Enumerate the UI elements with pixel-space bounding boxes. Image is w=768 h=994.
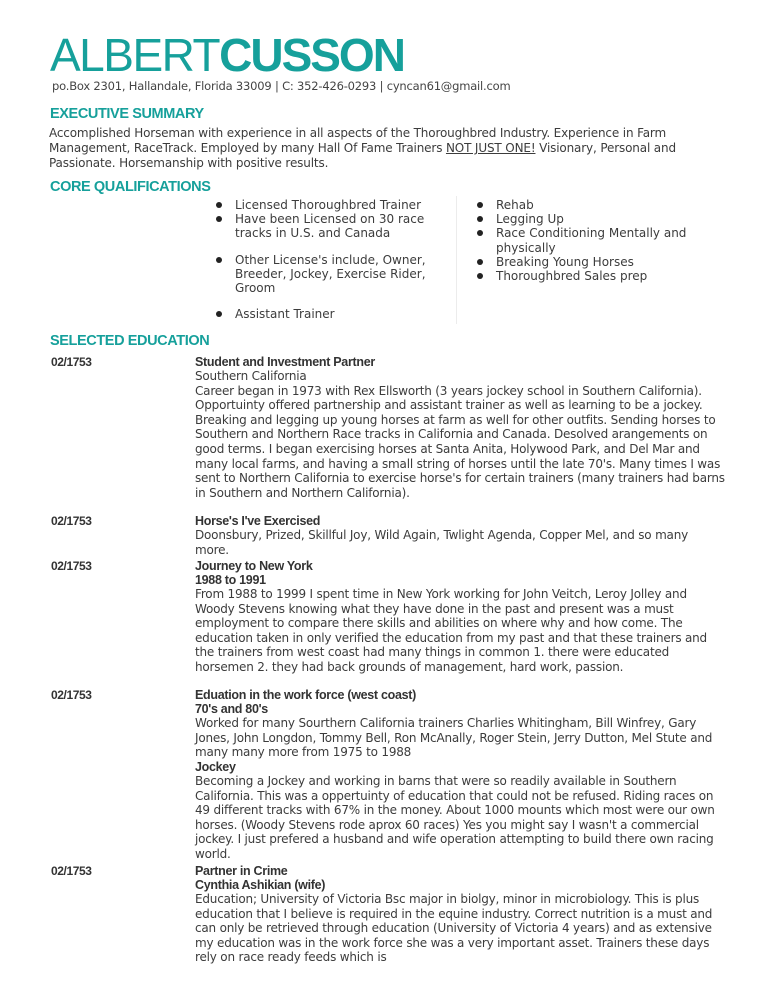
qualification-item: Race Conditioning Mentally and physically: [474, 226, 724, 254]
education-entry: [195, 688, 725, 760]
entry-date: 02/1753: [51, 355, 92, 369]
entry-title: Eduation in the work force (west coast): [195, 688, 416, 702]
column-divider: [456, 196, 457, 324]
entry-date: 02/1753: [51, 864, 92, 878]
entry-subtitle: Cynthia Ashikian (wife): [195, 878, 326, 892]
entry-body: Doonsbury, Prized, Skillful Joy, Wild Again, Twlight Agenda, Copper Mel, and so many more.: [195, 528, 689, 557]
entry-date: 02/1753: [51, 559, 92, 573]
contact-line: po.Box 2301, Hallandale, Florida 33009 | C: 352-426-0293 | cyncan61@gmail.com: [52, 79, 511, 93]
entry-body: Becoming a Jockey and working in barns that were so readily available in Southern California. This was a oppertuinty of education that could not be refused. Riding races on 49 different tracks with 67% in the money. About 1000 mounts which most were our own horses. (Woody Stevens rode aprox 60 races) Yes you might say I wasn't a commercial jockey. I just prefered a husband and wife operation attempting to build there own racing world.: [195, 774, 715, 861]
selected-education-heading: SELECTED EDUCATION: [50, 333, 210, 349]
summary-text-start: Accomplished Horseman with experience in all aspects of the Thoroughbred Industry. Experience in Farm Management, RaceTrack. Employed by many Hall Of Fame Trainers: [49, 126, 667, 156]
qualification-item: Licensed Thoroughbred Trainer: [213, 198, 445, 212]
summary-emphasis: NOT JUST ONE!: [445, 141, 536, 156]
qualification-item: Thoroughbred Sales prep: [474, 269, 724, 283]
core-qualifications-heading: CORE QUALIFICATIONS: [50, 179, 211, 195]
executive-summary-text: [49, 126, 719, 172]
entry-title: Jockey: [195, 760, 236, 774]
entry-title: Student and Investment Partner: [195, 355, 375, 369]
qualification-item: Other License's include, Owner, Breeder, Jockey, Exercise Rider, Groom: [213, 253, 445, 296]
qualification-item: Rehab: [474, 198, 724, 212]
entry-body: Education; University of Victoria Bsc major in biolgy, minor in microbiology. This is plus education that I believe is required in the equine industry. Correct nutrition is a must and can only be retrieved through education (University of Victoria 4 years) and as extensive my education was in the work force she was a very important asset. Trainers these days rely on race ready feeds which is: [195, 892, 713, 965]
qualifications-list-left: [213, 198, 445, 321]
qualification-item: Breaking Young Horses: [474, 255, 724, 269]
entry-subtitle: 1988 to 1991: [195, 573, 266, 587]
education-entry: [195, 514, 725, 557]
entry-title: Horse's I've Exercised: [195, 514, 321, 528]
qualification-item: Have been Licensed on 30 race tracks in U.S. and Canada: [213, 212, 440, 240]
entry-body: Worked for many Sourthern California trainers Charlies Whitingham, Bill Winfrey, Gary Jones, John Longdon, Tommy Bell, Ron McAnally, Roger Stein, Jerry Dutton, Mel Stute and many many more from 1975 to 1988: [195, 716, 713, 760]
education-entry: [195, 559, 725, 675]
entry-location: Southern California: [195, 369, 307, 383]
education-entry: [195, 355, 725, 500]
candidate-name: [50, 30, 404, 80]
entry-body: Career began in 1973 with Rex Ellsworth (3 years jockey school in Southern California). Opportuinty offered partnership and assistant trainer as well as learning to be a jockey. Breaking and legging up young horses at farm as well for other outfits. Sending horses to Southern and Northern Race tracks in California and Canada. Desolved arangements on good terms. I began exercising horses at Santa Anita, Holywood Park, and Del Mar and many local farms, and having a small string of horses until the late 70's. Many times I was sent to Northern California to exercise horse's for certain trainers (many trainers had barns in Southern and Northern California).: [195, 383, 725, 500]
first-name: ALBERT: [50, 29, 220, 81]
entry-title: Partner in Crime: [195, 864, 288, 878]
entry-subtitle: 70's and 80's: [195, 702, 268, 716]
education-entry: [195, 760, 725, 862]
qualification-item: Assistant Trainer: [213, 307, 445, 321]
education-entry: [195, 864, 725, 965]
qualifications-list-right: [474, 198, 724, 283]
last-name: CUSSON: [219, 29, 404, 81]
entry-date: 02/1753: [51, 514, 92, 528]
summary-text-end: Visionary, Personal and Passionate. Horsemanship with positive results.: [49, 141, 676, 171]
qualification-item: Legging Up: [474, 212, 724, 226]
executive-summary-heading: EXECUTIVE SUMMARY: [50, 106, 204, 122]
entry-body: From 1988 to 1999 I spent time in New York working for John Veitch, Leroy Jolley and Woody Stevens knowing what they have done in the past and present was a must employment to compare there skills and abilities on where why and how come. The education taken in only verified the education from my past and that these trainers and the trainers from west coast had many things in common 1. there were educated horsemen 2. they had back grounds of management, hard work, passion.: [195, 587, 707, 674]
entry-date: 02/1753: [51, 688, 92, 702]
entry-title: Journey to New York: [195, 559, 313, 573]
